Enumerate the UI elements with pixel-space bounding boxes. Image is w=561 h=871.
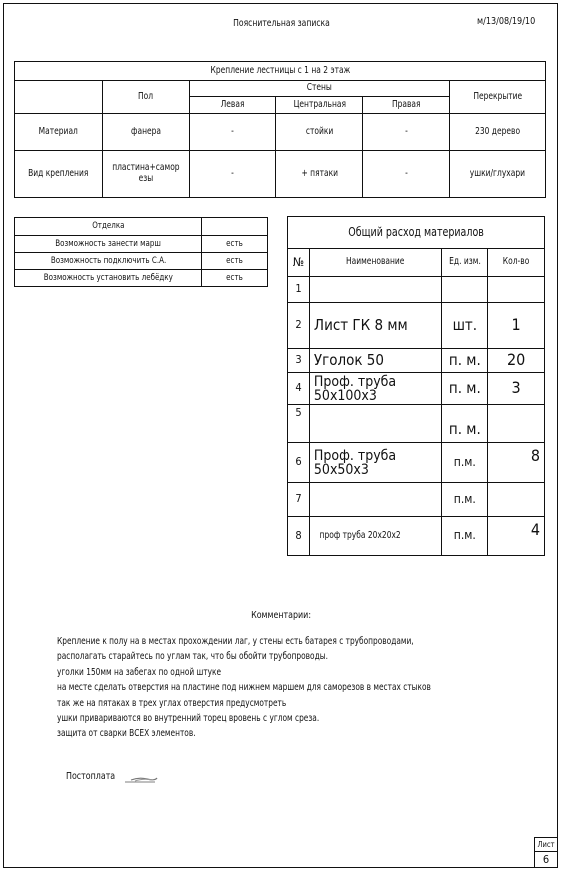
- material-unit: [442, 277, 488, 303]
- table-row: [15, 151, 546, 198]
- finishing-value: есть: [202, 236, 268, 253]
- materials-header-qty: Кол-во: [488, 249, 545, 277]
- mounting-header-right: Правая: [363, 97, 450, 114]
- comments-text: [57, 634, 492, 742]
- finishing-label: Возможность подключить С.А.: [15, 253, 202, 270]
- material-no: 7: [288, 483, 310, 517]
- material-no: 8: [288, 517, 310, 556]
- document-sheet: [3, 3, 558, 868]
- table-row: [288, 303, 545, 349]
- material-no: 1: [288, 277, 310, 303]
- sheet-label: Лист: [535, 838, 557, 852]
- signature-image: [125, 774, 159, 784]
- materials-header-name: Наименование: [309, 249, 442, 277]
- row-label: Вид крепления: [15, 151, 103, 198]
- cell-left: -: [189, 114, 276, 151]
- material-qty: [488, 405, 545, 443]
- material-no: 6: [288, 443, 310, 483]
- material-no: 3: [288, 349, 310, 373]
- material-unit: п.м.: [442, 443, 488, 483]
- material-no: 2: [288, 303, 310, 349]
- comment-line: Крепление к полу на в местах прохождении лаг, у стены есть батарея с трубопроводами,: [57, 636, 414, 647]
- material-qty: 8: [488, 443, 545, 483]
- material-unit: п. м.: [442, 349, 488, 373]
- material-qty: 20: [488, 349, 545, 373]
- finishing-label: Возможность установить лебёдку: [15, 270, 202, 287]
- material-qty: 1: [488, 303, 545, 349]
- cell-ceiling: 230 дерево: [450, 114, 546, 151]
- mounting-header-walls: Стены: [189, 81, 449, 97]
- material-unit: п. м.: [442, 373, 488, 405]
- finishing-label: Возможность занести марш: [15, 236, 202, 253]
- material-no: 4: [288, 373, 310, 405]
- finishing-title-empty: [202, 218, 268, 236]
- prepay-label: Постоплата: [66, 771, 116, 782]
- document-title: Пояснительная записка: [233, 18, 330, 29]
- cell-right: -: [363, 151, 450, 198]
- table-row: [15, 253, 268, 270]
- mounting-header-ceiling: Перекрытие: [450, 81, 546, 114]
- row-label: Материал: [15, 114, 103, 151]
- material-name: Проф. труба 50x50x3: [309, 443, 442, 483]
- material-name: Лист ГК 8 мм: [309, 303, 442, 349]
- table-row: [288, 405, 545, 443]
- finishing-table: [14, 217, 268, 287]
- material-name: Проф. труба 50x100x3: [309, 373, 442, 405]
- material-unit: п.м.: [442, 483, 488, 517]
- material-unit: п. м.: [442, 405, 488, 443]
- materials-header-no: №: [288, 249, 310, 277]
- sheet-number-box: [534, 837, 558, 868]
- comment-line: защита от сварки ВСЕХ элементов.: [57, 728, 196, 740]
- mounting-table: [14, 61, 546, 198]
- material-name: [309, 277, 442, 303]
- material-qty: 3: [488, 373, 545, 405]
- material-qty: [488, 277, 545, 303]
- material-unit: шт.: [442, 303, 488, 349]
- table-row: [15, 270, 268, 287]
- finishing-value: есть: [202, 253, 268, 270]
- table-row: [288, 349, 545, 373]
- table-row: [288, 373, 545, 405]
- comment-line: так же на пятаках в трех углах отверстия предусмотреть: [57, 697, 287, 709]
- finishing-title: Отделка: [15, 218, 202, 236]
- mounting-header-left: Левая: [189, 97, 276, 114]
- material-unit: п.м.: [442, 517, 488, 556]
- material-name: проф труба 20x20x2: [309, 517, 442, 556]
- cell-left: -: [189, 151, 276, 198]
- cell-center: + пятаки: [276, 151, 363, 198]
- mounting-header-floor: Пол: [102, 81, 189, 114]
- table-row: [288, 277, 545, 303]
- table-row: [288, 517, 545, 556]
- materials-table: [287, 216, 545, 556]
- material-name: [309, 483, 442, 517]
- cell-right: -: [363, 114, 450, 151]
- materials-title: Общий расход материалов: [288, 217, 545, 249]
- mounting-header-empty: [15, 81, 103, 114]
- table-row: [288, 483, 545, 517]
- material-qty: [488, 483, 545, 517]
- material-name: [309, 405, 442, 443]
- cell-floor: пластина+саморезы: [102, 151, 189, 198]
- document-number: м/13/08/19/10: [477, 16, 536, 27]
- finishing-value: есть: [202, 270, 268, 287]
- comments-title: Комментарии:: [251, 610, 312, 621]
- table-row: [15, 236, 268, 253]
- mounting-table-title: Крепление лестницы с 1 на 2 этаж: [15, 62, 546, 81]
- comment-line: уголки 150мм на забегах по одной штуке: [57, 666, 222, 678]
- material-no: 5: [288, 405, 310, 443]
- table-row: [15, 114, 546, 151]
- comment-line: располагать старайтесь по углам так, что бы обойти трубопроводы.: [57, 651, 328, 663]
- sheet-number: 6: [542, 853, 550, 866]
- cell-floor: фанера: [102, 114, 189, 151]
- cell-ceiling: ушки/глухари: [450, 151, 546, 198]
- comment-line: ушки привариваются во внутренний торец вровень с углом среза.: [57, 713, 320, 725]
- material-qty: 4: [488, 517, 545, 556]
- cell-center: стойки: [276, 114, 363, 151]
- comment-line: на месте сделать отверстия на пластине под нижнем маршем для саморезов в местах стыков: [57, 682, 431, 694]
- material-name: Уголок 50: [309, 349, 442, 373]
- materials-header-unit: Ед. изм.: [442, 249, 488, 277]
- mounting-header-center: Центральная: [276, 97, 363, 114]
- table-row: [288, 443, 545, 483]
